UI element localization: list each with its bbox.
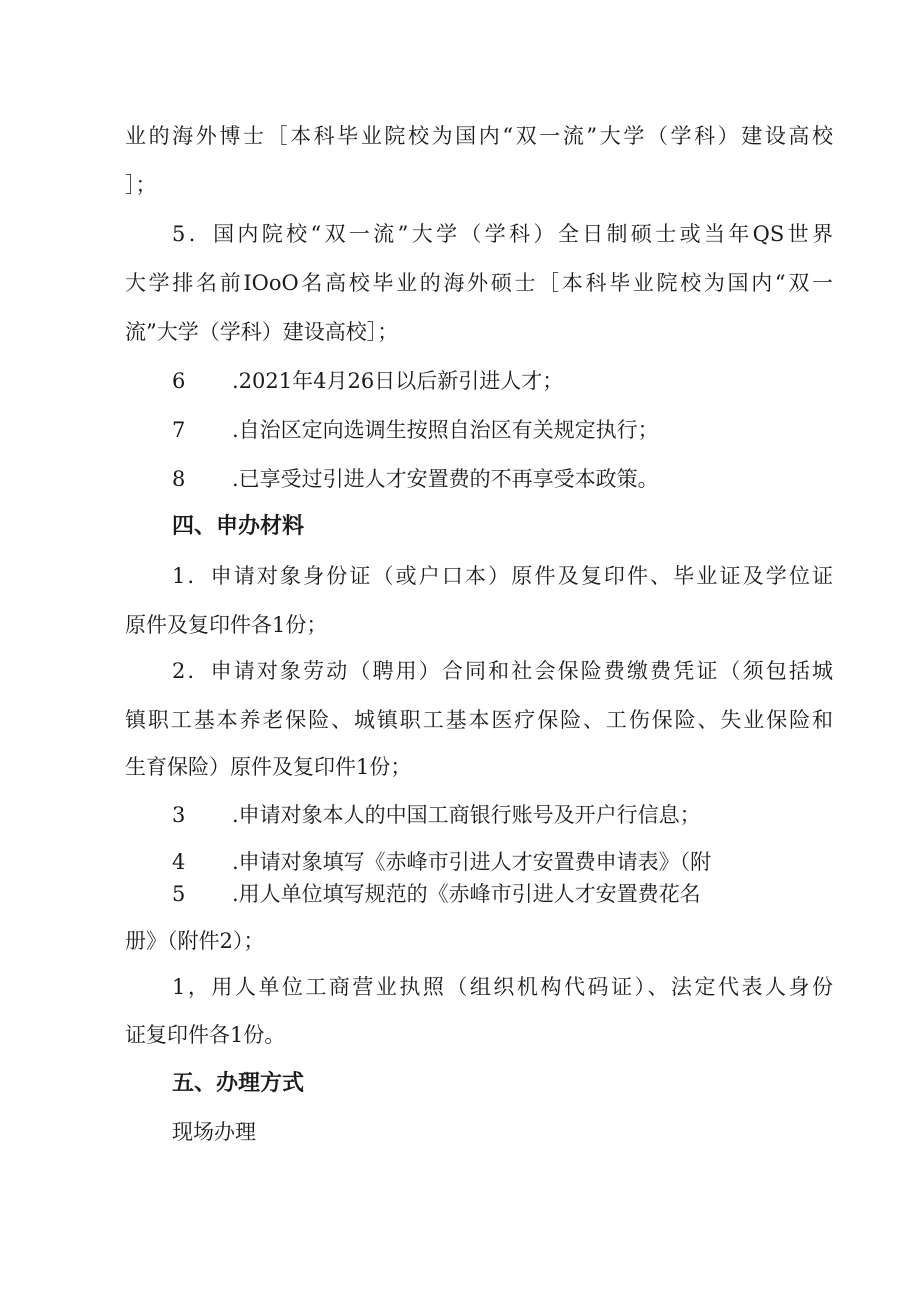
line-2: ］； xyxy=(125,173,157,197)
material-5-line-2: 册》（附件2）； xyxy=(125,929,265,953)
item-6 xyxy=(172,367,563,395)
material-1-line-2: 原件及复印件各1份； xyxy=(125,613,328,637)
material-4-number: 4 xyxy=(172,850,186,874)
line-1: 业的海外博士［本科毕业院校为国内“双一流”大学（学科）建设高校 xyxy=(125,124,833,148)
material-3-number: 3 xyxy=(172,803,186,827)
section-heading-method: 五、办理方式 xyxy=(172,1071,305,1096)
item-5-line-2: 大学排名前IOoO名高校毕业的海外硕士［本科毕业院校为国内“双一 xyxy=(125,271,833,295)
item-5-line-3: 流”大学（学科）建设高校］； xyxy=(125,320,399,344)
material-4 xyxy=(172,848,711,876)
material-6-line-2: 证复印件各1份。 xyxy=(125,1023,286,1047)
item-5-line-1: 5．国内院校“双一流”大学（学科）全日制硕士或当年QS世界 xyxy=(172,222,833,246)
item-6-number: 6 xyxy=(172,369,186,393)
item-7 xyxy=(172,416,659,444)
method-text: 现场办理 xyxy=(172,1120,256,1144)
material-5-number: 5 xyxy=(172,882,186,906)
material-2-line-1: 2．申请对象劳动（聘用）合同和社会保险费缴费凭证（须包括城 xyxy=(172,659,833,683)
material-2-line-2: 镇职工基本养老保险、城镇职工基本医疗保险、工伤保险、失业保险和 xyxy=(125,708,833,732)
material-3 xyxy=(172,801,701,829)
item-7-text: .自治区定向选调生按照自治区有关规定执行； xyxy=(232,418,659,442)
material-2-line-3: 生育保险）原件及复印件1份； xyxy=(125,755,412,779)
item-8 xyxy=(172,465,659,493)
material-4-text: .申请对象填写《赤峰市引进人才安置费申请表》（附 xyxy=(232,850,712,874)
material-6-line-1: 1，用人单位工商营业执照（组织机构代码证）、法定代表人身份 xyxy=(172,975,833,999)
section-heading-materials: 四、申办材料 xyxy=(172,514,305,539)
material-3-text: .申请对象本人的中国工商银行账号及开户行信息； xyxy=(232,803,701,827)
item-6-text: .2021年4月26日以后新引进人才； xyxy=(232,369,564,393)
material-5 xyxy=(172,880,701,908)
item-8-text: .已享受过引进人才安置费的不再享受本政策。 xyxy=(232,467,659,491)
item-7-number: 7 xyxy=(172,418,186,442)
material-5-text: .用人单位填写规范的《赤峰市引进人才安置费花名 xyxy=(232,882,701,906)
material-1-line-1: 1．申请对象身份证（或户口本）原件及复印件、毕业证及学位证 xyxy=(172,564,833,588)
item-8-number: 8 xyxy=(172,467,186,491)
